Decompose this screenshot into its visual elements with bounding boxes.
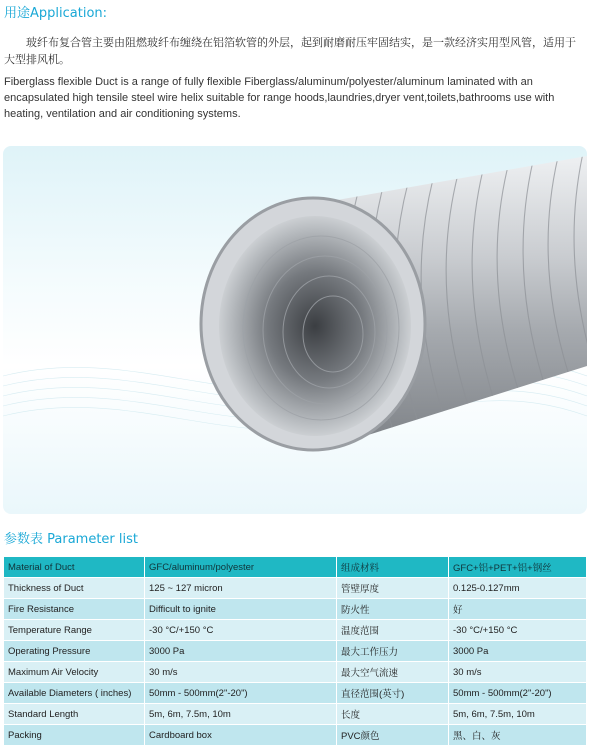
table-cell-cn-label: 防火性 [337, 599, 449, 620]
header-cn-label: 组成材料 [337, 557, 449, 578]
table-cell-en-value: 125 ~ 127 micron [145, 578, 337, 599]
table-cell-cn-label: 长度 [337, 704, 449, 725]
table-cell-cn-label: PVC颜色 [337, 725, 449, 746]
table-cell-en-label: Operating Pressure [4, 641, 145, 662]
table-cell-en-label: Packing [4, 725, 145, 746]
table-cell-en-label: Thickness of Duct [4, 578, 145, 599]
table-row [4, 683, 587, 704]
table-cell-cn-value: -30 °C/+150 °C [449, 620, 587, 641]
table-cell-en-value: Difficult to ignite [145, 599, 337, 620]
table-cell-en-value: 50mm - 500mm(2"-20") [145, 683, 337, 704]
application-description-en: Fiberglass flexible Duct is a range of fully flexible Fiberglass/aluminum/polyester/aluminum laminated with an encapsulated high tensile steel wire helix suitable for range hoods,laundries,dryer vent,toilets,bathrooms use with heating, ventilation and air conditioning systems. [4, 76, 555, 120]
application-heading: 用途Application: [4, 6, 108, 21]
table-cell-en-value: -30 °C/+150 °C [145, 620, 337, 641]
table-cell-cn-label: 管壁厚度 [337, 578, 449, 599]
header-en-label: Material of Duct [4, 557, 145, 578]
table-cell-cn-label: 最大空气流速 [337, 662, 449, 683]
table-cell-cn-value: 30 m/s [449, 662, 587, 683]
table-cell-cn-value: 黑、白、灰 [449, 725, 587, 746]
table-cell-cn-label: 温度范围 [337, 620, 449, 641]
table-cell-cn-label: 最大工作压力 [337, 641, 449, 662]
application-description-cn: 玻纤布复合管主要由阻燃玻纤布缠绕在铝箔软管的外层，起到耐磨耐压牢固结实，是一款经济实用型风管，适用于大型排风机。 [4, 36, 576, 66]
table-cell-cn-value: 3000 Pa [449, 641, 587, 662]
table-cell-en-value: 3000 Pa [145, 641, 337, 662]
parameter-list-heading: 参数表 Parameter list [4, 532, 138, 547]
table-cell-cn-value: 0.125-0.127mm [449, 578, 587, 599]
table-row [4, 599, 587, 620]
parameter-table [3, 556, 587, 746]
table-cell-en-value: 5m, 6m, 7.5m, 10m [145, 704, 337, 725]
table-cell-en-label: Temperature Range [4, 620, 145, 641]
table-row [4, 725, 587, 746]
table-cell-cn-label: 直径范围(英寸) [337, 683, 449, 704]
table-cell-cn-value: 好 [449, 599, 587, 620]
table-cell-en-label: Standard Length [4, 704, 145, 725]
table-row [4, 704, 587, 725]
table-cell-en-value: 30 m/s [145, 662, 337, 683]
duct-product-image [3, 146, 587, 514]
table-row [4, 662, 587, 683]
header-cn-value: GFC+铝+PET+铝+钢丝 [449, 557, 587, 578]
table-cell-en-label: Available Diameters ( inches) [4, 683, 145, 704]
table-cell-cn-value: 50mm - 500mm(2"-20") [449, 683, 587, 704]
table-row [4, 578, 587, 599]
table-row [4, 620, 587, 641]
table-row [4, 641, 587, 662]
table-cell-cn-value: 5m, 6m, 7.5m, 10m [449, 704, 587, 725]
table-cell-en-value: Cardboard box [145, 725, 337, 746]
table-cell-en-label: Maximum Air Velocity [4, 662, 145, 683]
table-cell-en-label: Fire Resistance [4, 599, 145, 620]
parameter-table-header-row [4, 557, 587, 578]
header-en-value: GFC/aluminum/polyester [145, 557, 337, 578]
